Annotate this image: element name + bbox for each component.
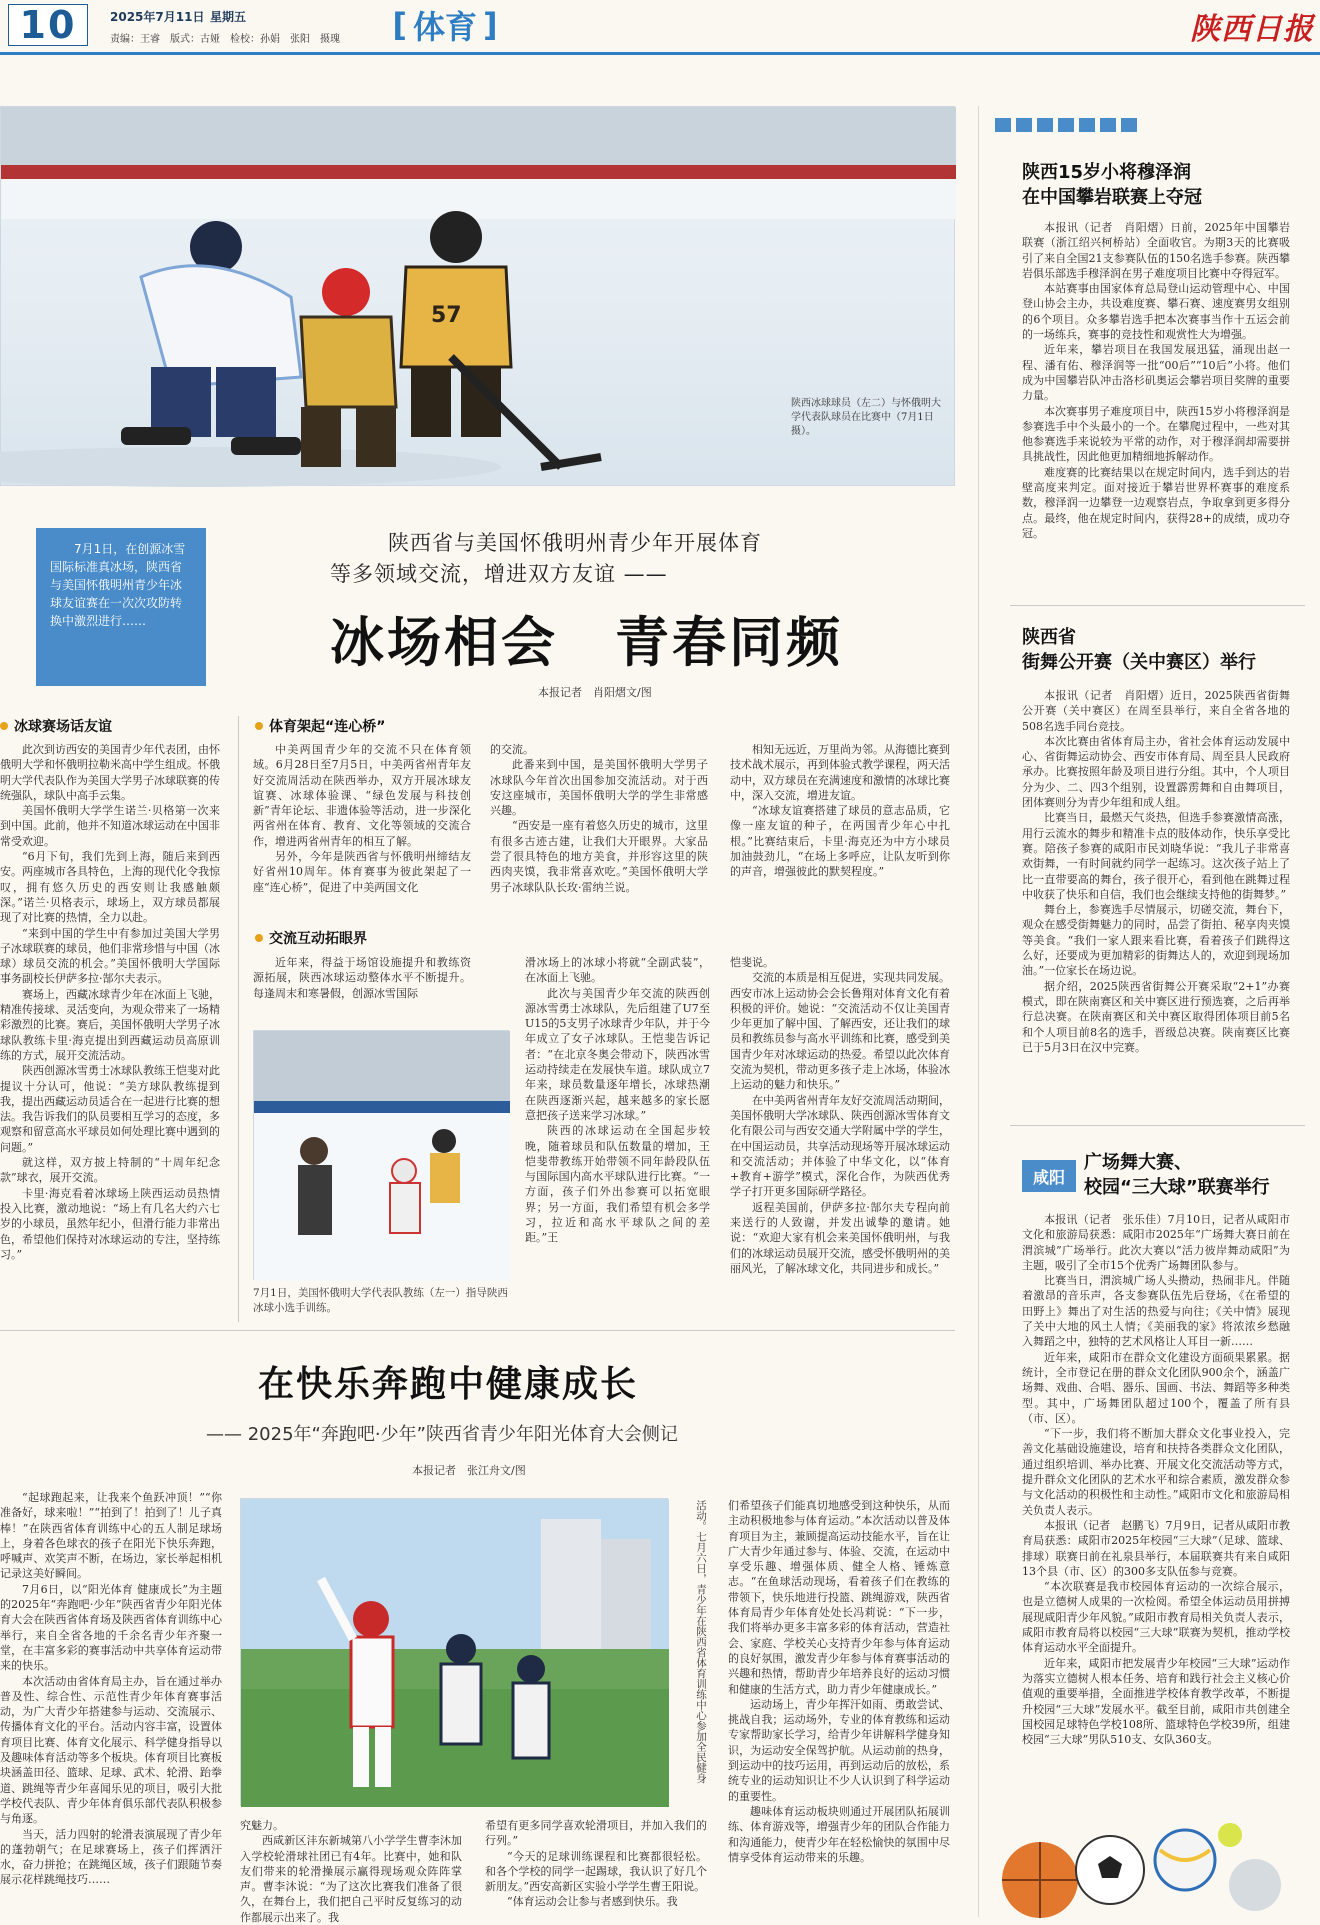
sidebar-a3-title-line2: 校园“三大球”联赛举行 — [1084, 1177, 1270, 1198]
bullet-dot — [0, 722, 8, 730]
youth-photo-caption: 活动。七月六日，青少年在陕西省体育训练中心参加全民健身 — [695, 1500, 707, 1784]
paragraph: 卡里·海克看着冰球场上陕西运动员热情投入比赛，激动地说：“场上有几名大约六七岁的小球员，虽然年纪小，但滑行能力非常出色，希望他们保持对冰球运动的专注，坚持练习。” — [0, 1186, 220, 1261]
stripe — [1058, 118, 1074, 132]
youth-sports-photo — [240, 1498, 668, 1806]
paragraph: 此次与美国青少年交流的陕西创源冰雪勇士冰球队，先后组建了U7至U15的5支男子冰球青少年队，并于今年成立了女子冰球队。王恺斐告诉记者：“在北京冬奥会带动下，陕西冰雪运动持续走在发展快车道。球队成立7年来，球员数量逐年增长，冰球热潮在陕西逐渐兴起，越来越多的家长愿意把孩子送来学习冰球。” — [525, 986, 710, 1122]
paragraph: 另外，今年是陕西省与怀俄明州缔结友好省州10周年。体育赛事为彼此架起了一座“连心桥”，促进了中美两国文化 — [253, 850, 471, 894]
paragraph: 近年来，攀岩项目在我国发展迅猛，涌现出赵一程、潘有佑、穆泽润等一批“00后”“10后”小将。他们成为中国攀岩队冲击洛杉矶奥运会攀岩项目奖牌的重要力量。 — [1022, 343, 1290, 403]
lead-column-3 — [490, 742, 708, 912]
paragraph: 恺斐说。 — [730, 956, 774, 969]
paragraph: “6月下旬，我们先到上海，随后来到西安。两座城市各具特色，上海的现代化令我惊叹，拥有悠久历史的西安则让我感触颇深。”诺兰·贝格表示，球场上，双方球员都展现了对比赛的热情，全力以赴。 — [0, 850, 220, 925]
sidebar-separator — [1010, 1125, 1305, 1126]
paragraph: 在中美两省州青年友好交流周活动期间，美国怀俄明大学冰球队、陕西创源冰雪体育文化有限公司与西安交通大学附属中学的学生，在中国运动员，共享活动现场等开展冰球运动和交流活动；并体验了中华文化，以“体育+教育+游学”模式，深化合作，为陕西优秀学子打开更多国际研学路径。 — [730, 1093, 950, 1199]
article2-column-3 — [485, 1818, 707, 1917]
subhead-exchange — [255, 928, 367, 948]
paragraph: 的交流。 — [490, 743, 534, 756]
sidebar-a1-title-line1: 陕西15岁小将穆泽润 — [1022, 162, 1192, 183]
paragraph: 本报讯（记者 肖阳熠）日前，2025年中国攀岩联赛（浙江绍兴柯桥站）全面收官。为期3天的比赛吸引了来自全国21支参赛队伍的150名选手参赛。陕西攀岩俱乐部选手穆泽润在男子难度项目比赛中夺得冠军。 — [1022, 221, 1290, 280]
paragraph: 比赛当日，最燃天气炎热，但选手参赛激情高涨，用行云流水的舞步和精准卡点的肢体动作，快乐享受比赛。陪孩子参赛的咸阳市民刘晓华说：“我儿子非常喜欢街舞，一有时间就约同学一起练习。这次孩子站上了比一直带要高的舞台，孩子很开心，看到他在跳舞过程中收获了快乐和自信，我们也会继续支持他的街舞梦。” — [1022, 811, 1290, 901]
paragraph: “体育运动会让参与者感到快乐。我 — [507, 1895, 678, 1909]
paragraph: 比赛当日，渭滨城广场人头攒动，热闹非凡。伴随着激昂的音乐声，各支参赛队伍先后登场，《在希望的田野上》舞出了对生活的热爱与向往；《关中情》展现了关中大地的风土人情；《美丽我的家》将浓浓乡愁融入舞蹈之中，独特的艺术风格让人耳目一新…… — [1022, 1274, 1290, 1349]
article2-byline: 本报记者 张江舟文/图 — [412, 1464, 526, 1477]
lead-column-4 — [730, 742, 950, 912]
paragraph: “西安是一座有着悠久历史的城市，这里有很多古迹古建，让我们大开眼界。大家品尝了很具特色的地方美食，并形容这里的陕西肉夹馍，我非常喜欢吃。”美国怀俄明大学男子冰球队队长玫·雷纳兰说。 — [490, 819, 708, 894]
section-banner — [380, 0, 510, 50]
paragraph: 近年来，咸阳市在群众文化建设方面硕果累累。据统计，全市登记在册的群众文化团队900余个，涵盖广场舞、戏曲、合唱、器乐、国画、书法、舞蹈等多种类型。其中，广场舞团队超过100个，覆盖了所有县（市、区）。 — [1022, 1350, 1290, 1425]
page-number-box — [8, 4, 88, 46]
paragraph: 中美两国青少年的交流不只在体育领域。6月28日至7月5日，中美两省州青年友好交流周活动在陕西举办，双方开展冰球友谊赛、冰球体验课、“绿色发展与科技创新”青年论坛、非遗体验等活动，进一步深化两省州在体育、教育、文化等领域的交流合作，增进两省州青年的相互了解。 — [253, 743, 471, 848]
paragraph: 们希望孩子们能真切地感受到这种快乐，从而主动积极地参与体育运动。”本次活动以普及体育项目为主，兼顾提高运动技能水平，旨在让广大青少年通过参与、体验、交流，在运动中享受乐趣、增强体质、健全人格、锤炼意志。“在鱼球活动现场，看着孩子们在教练的带领下，快乐地进行投篮、跳绳游戏，陕西省体育局青少年体育处处长冯莉说：“下一步，我们将举办更多丰富多彩的体育活动，营造社会、家庭、学校关心支持青少年参与体育运动的良好氛围，激发青少年参与体育赛事活动的兴趣和热情，帮助青少年培养良好的运动习惯和健康的生活方式，助力青少年健康成长。” — [728, 1499, 950, 1696]
paragraph: 赛场上，西藏冰球青少年在冰面上飞驰，精准传接球、灵活变向，为观众带来了一场精彩激烈的比赛。赛后，美国怀俄明大学男子冰球队教练卡里·海克提出到西藏运动员高原训练的方式，展开交流活动。 — [0, 987, 220, 1062]
stripe — [1079, 118, 1095, 132]
article2-subhead: —— 2025年“奔跑吧·少年”陕西省青少年阳光体育大会侧记 — [206, 1424, 678, 1445]
section-name: 体育 — [412, 8, 477, 46]
subhead-text: 体育架起“连心桥” — [269, 719, 386, 735]
subhead-text: 冰球赛场话友谊 — [14, 719, 112, 735]
coach-training-illustration — [254, 1031, 510, 1281]
paragraph: 本次活动由省体育局主办，旨在通过举办普及性、综合性、示范性青少年体育赛事活动，为广大青少年搭建参与运动、交流展示、传播体育文化的平台。活动内容丰富，设置体育项目比赛、体育文化展示、科学健身指导以及趣味体育活动等多个板块。体育项目比赛板块涵盖田径、篮球、足球、武术、轮滑、跆拳道、跳绳等青少年喜闻乐见的项目，吸引大批学校代表队、青少年体育俱乐部代表队积极参与角逐。 — [0, 1674, 222, 1826]
coach-training-photo — [253, 1030, 509, 1280]
lead-column-1 — [0, 742, 220, 1322]
editor-credits: 责编：王睿 版式：古娅 检校：孙娟 张阳 摄瑰 — [110, 34, 340, 45]
paragraph: 相知无远近，万里尚为邻。从海德比赛到技术战术展示，再到体验式教学课程，两天活动中，双方球员在充满速度和激情的冰球比赛中，深入交流，增进友谊。 — [730, 743, 950, 802]
lead-column-2b — [253, 955, 471, 1005]
article2-column-4 — [728, 1498, 950, 1917]
svg-text:57: 57 — [431, 303, 462, 328]
newspaper-logo: 陕西日报 — [1190, 12, 1314, 47]
hockey-match-photo — [0, 106, 955, 486]
stripe — [995, 118, 1011, 132]
subhead-bridge — [255, 716, 385, 736]
coach-photo-caption: 7月1日，美国怀俄明大学代表队教练（左一）指导陕西冰球小选手训练。 — [253, 1287, 508, 1314]
column-divider — [238, 716, 239, 1322]
paragraph: 7月6日，以“阳光体育 健康成长”为主题的2025年“奔跑吧·少年”陕西省青少年阳光体育大会在陕西省体育场及陕西省体育训练中心举行，来自全省各地的千余名青少年齐聚一堂，在丰富多彩的赛事活动中共享体育运动带来的快乐。 — [0, 1582, 222, 1673]
youth-sports-illustration — [241, 1499, 669, 1807]
paragraph: 此次到访西安的美国青少年代表团，由怀俄明大学和怀俄明拉勒米高中学生组成。怀俄明大学代表队作为美国大学男子冰球联赛的传统强队，球队中高手云集。 — [0, 743, 220, 802]
sidebar-a2-body — [1022, 688, 1290, 1098]
boy-in-navy — [441, 1634, 481, 1744]
paragraph: 本站赛事由国家体育总局登山运动管理中心、中国登山协会主办，共设难度赛、攀石赛、速度赛男女组别的6个项目。众多攀岩选手把本次赛事当作十五运会前的一场练兵，赛事的竞技性和观赏性大为增强。 — [1022, 282, 1290, 342]
balls-graphic — [980, 1790, 1320, 1917]
lead-column-4b — [730, 955, 950, 1315]
paragraph: “今天的足球训练课程和比赛都很轻松。和各个学校的同学一起踢球，我认识了好几个新朋友。”西安高新区实验小学学生曹王阳说。 — [485, 1849, 707, 1894]
paragraph: 难度赛的比赛结果以在规定时间内，选手到达的岩壁高度来判定。面对接近于攀岩世界杯赛事的难度系数，穆泽润一边攀登一边观察岩点，争取拿到更多得分点。最终，他在规定时间内，获得28+的成绩，成功夺冠。 — [1022, 465, 1290, 540]
paragraph: 返程美国前，伊萨多拉·郜尔夫专程向前来送行的人致谢，并发出诚挚的邀请。她说：“欢迎大家有机会来美国怀俄明州，与我们的冰球运动员展开交流，感受怀俄明州的美丽风光，了解冰球文化，共同进步和成长。” — [730, 1200, 950, 1275]
stripe — [1016, 118, 1032, 132]
paragraph: “下一步，我们将不断加大群众文化事业投入，完善文化基础设施建设，培育和扶持各类群众文化团队，通过组织培训、举办比赛、开展文化交流活动等方式，提升群众文化团队的艺术水平和综合素质，激发群众参与文化活动的积极性和主动性。”咸阳市文化和旅游局相关负责人表示。 — [1022, 1427, 1290, 1517]
sidebar-a3-body — [1022, 1212, 1290, 1822]
lead-byline: 本报记者 肖阳熠文/图 — [538, 686, 652, 699]
paragraph: 本报讯（记者 赵鹏飞）7月9日，记者从咸阳市教育局获悉：咸阳市2025年校园“三大球”（足球、篮球、排球）联赛日前在礼泉县举行，本届联赛共有来自咸阳13个县（市、区）的300多支队伍参与竞赛。 — [1022, 1518, 1290, 1578]
bracket-right: ] — [483, 6, 498, 44]
paragraph: 据介绍，2025陕西省街舞公开赛采取“2+1”办赛模式，即在陕南赛区和关中赛区进行预选赛，之后再举行总决赛。在陕南赛区和关中赛区取得团体项目前5名和个人项目前8名的选手，晋级总决赛。陕南赛区比赛已于5月3日在汉中完赛。 — [1022, 979, 1290, 1054]
paragraph: 近年来，得益于场馆设施提升和教练资源拓展，陕西冰球运动整体水平不断提升。每逢周末和寒暑假，创源冰雪国际 — [253, 956, 471, 1000]
sports-balls-illustration — [980, 1790, 1320, 1917]
sidebar-stripes — [995, 118, 1165, 132]
lead-kicker-line2: 等多领域交流，增进双方友谊 —— — [330, 562, 668, 586]
sidebar-separator — [1010, 605, 1305, 606]
paragraph: 舞台上，参赛选手尽情展示，切磋交流，舞台下，观众在感受街舞魅力的同时，品尝了街拍、秘享肉夹馍等美食。“我们一家人跟来看比赛，看着孩子们跳得这么好，还要成为更加精彩的街舞达人的，欢迎到现场加油。”一位家长在场边说。 — [1022, 903, 1290, 978]
subhead-ice-friendship — [0, 716, 112, 736]
paragraph: 运动场上，青少年挥汗如雨、勇敢尝试、挑战自我；运动场外，专业的体育教练和运动专家帮助家长学习，给青少年讲解科学健身知识，为运动安全保驾护航。从运动前的热身，到运动中的技巧运用，再到运动后的放松，系统专业的运动知识让不少人认识到了科学运动的重要性。 — [728, 1697, 950, 1803]
bracket-left: [ — [392, 6, 407, 44]
sidebar-divider — [978, 106, 979, 1917]
paragraph: “来到中国的学生中有参加过美国大学男子冰球联赛的球员，他们非常珍惜与中国（冰球）球员交流的机会。”美国怀俄明大学国际事务副校长伊萨多拉·郜尔夫表示。 — [0, 926, 220, 986]
player-white-jersey — [121, 221, 301, 455]
paragraph: “起球跑起来，让我来个鱼跃冲顶！”“你准备好，球来啦！”“拍到了！拍到了！儿子真棒！”在陕西省体育训练中心的五人制足球场上，身着各色球衣的孩子在阳光下快乐奔跑，呼喊声、欢笑声不断，在场边，家长举起相机记录这美好瞬间。 — [0, 1491, 222, 1581]
stripe — [1037, 118, 1053, 132]
paragraph: 西咸新区沣东新城第八小学学生曹李沐加入学校轮滑球社团已有4年。比赛中，她和队友们带来的轮滑操展示赢得现场观众阵阵掌声。曹李沐说：“为了这次比赛我们准备了很久，在舞台上，我们把自己平时反复练习的动作都展示出来了。我 — [240, 1834, 462, 1924]
sidebar-a1-title-line2: 在中国攀岩联赛上夺冠 — [1022, 187, 1202, 208]
page-number: 10 — [19, 3, 77, 47]
issue-weekday: 星期五 — [210, 10, 247, 24]
sidebar-a1-body — [1022, 220, 1290, 585]
article2-column-1 — [0, 1490, 222, 1917]
article2-column-2 — [240, 1818, 462, 1924]
masthead — [0, 0, 1320, 58]
sidebar-a2-title-line1: 陕西省 — [1022, 627, 1076, 648]
bullet-dot — [255, 722, 263, 730]
article2-headline: 在快乐奔跑中健康成长 — [258, 1364, 639, 1405]
paragraph: 希望有更多同学喜欢轮滑项目，并加入我们的行列。” — [485, 1819, 707, 1848]
stripe — [1121, 118, 1137, 132]
paragraph: 交流的本质是相互促进，实现共同发展。西安市冰上运动协会会长鲁翔对体育文化有着积极的评价。她说：“交流活动不仅让美国青少年更加了解中国、了解西安，还让我们的球员和教练员参与高水平训练和比赛，感受到美国青少年对冰球运动的热爱。希望以此次体育交流为契机，带动更多孩子走上冰场，体验冰上运动的魅力和快乐。” — [730, 971, 950, 1092]
player-yellow-center — [301, 268, 396, 467]
sidebar-a2-title-line2: 街舞公开赛（关中赛区）举行 — [1022, 652, 1256, 673]
lead-kicker-line1: 陕西省与美国怀俄明州青少年开展体育 — [388, 531, 762, 555]
paragraph: 滑冰场上的冰球小将就“全副武装”，在冰面上飞驰。 — [525, 956, 710, 985]
hero-photo-caption: 陕西冰球球员（左二）与怀俄明大学代表队球员在比赛中（7月1日摄）。 — [791, 398, 941, 437]
stripe — [1100, 118, 1116, 132]
lead-summary-text: 7月1日，在创源冰雪国际标准真冰场，陕西省与美国怀俄明州青少年冰球友谊赛在一次次攻防转换中激烈进行…… — [50, 542, 186, 628]
lead-summary-box — [36, 528, 206, 686]
paragraph: 此番来到中国，是美国怀俄明大学男子冰球队今年首次出国参加交流活动。对于西安这座城市，美国怀俄明大学的学生非常感兴趣。 — [490, 758, 708, 818]
paragraph: 当天，活力四射的轮滑表演展现了青少年的蓬勃朝气；在足球赛场上，孩子们挥洒汗水，奋力拼抢；在跳绳区域，孩子们跟随节奏展示花样跳绳技巧…… — [0, 1827, 222, 1887]
region-tag: 咸阳 — [1032, 1167, 1065, 1187]
lead-headline: 冰场相会 青春同频 — [330, 611, 843, 674]
paragraph: 本次赛事男子难度项目中，陕西15岁小将穆泽润是参赛选手中个头最小的一个。在攀爬过程中，一些对其他参赛选手来说较为平常的动作，对于穆泽润却需要拼具挑战性，因此他更加精细地拆解动作。 — [1022, 404, 1290, 464]
paragraph: 本次比赛由省体育局主办，省社会体育运动发展中心、省街舞运动协会、西安市体育局、周至县人民政府承办。比赛按照年龄及项目进行分组。其中，个人项目分为少、二、四3个组别，设置霹雳舞和自由舞项目，团体赛则分为青少年组和成人组。 — [1022, 734, 1290, 810]
section-divider — [0, 1330, 955, 1331]
lead-column-2 — [253, 742, 471, 912]
paragraph: 近年来，咸阳市把发展青少年校园“三大球”运动作为落实立德树人根本任务、培育和践行社会主义核心价值观的重要举措，全面推进学校体育教学改革，不断提升校园“三大球”发展水平。截至目前，咸阳市共创建全国校园足球特色学校108所、篮球特色学校39所，组建校园“三大球”男队510支、女队360支。 — [1022, 1656, 1290, 1747]
paragraph: 本报讯（记者 张乐佳）7月10日，记者从咸阳市文化和旅游局获悉：咸阳市2025年“广场舞大赛日前在渭滨城”广场举行。此次大赛以“活力彼岸舞动咸阳”为主题，吸引了全市15个优秀广场舞团队参与。 — [1022, 1213, 1290, 1272]
paragraph: 陕西的冰球运动在全国起步较晚，随着球员和队伍数量的增加，王恺斐带教练开始带领不同年龄段队伍与国际国内高水平球队进行比赛。“一方面，孩子们外出参赛可以拓宽眼界；另一方面，我们希望有机会多学习，拉近和高水平球队之间的差距。”王 — [525, 1124, 710, 1245]
paragraph: 究魅力。 — [240, 1819, 284, 1832]
paragraph: 就这样，双方披上特制的“十周年纪念款”球衣，展开交流。 — [0, 1156, 220, 1185]
sidebar-a3-title-line1: 广场舞大赛、 — [1084, 1152, 1192, 1173]
paragraph: 美国怀俄明大学学生诺兰·贝格第一次来到中国。此前，他并不知道冰球运动在中国非常受欢迎。 — [0, 804, 220, 848]
paragraph: 陕西创源冰雪勇士冰球队教练王恺斐对此提议十分认可，他说：“美方球队教练提到我，提出西藏运动员适合在一起进行比赛的想法。我告诉我们的队员要相互学习的态度，多观察和留意高水平球员如何处理比赛中遇到的问题。” — [0, 1064, 220, 1154]
subhead-text: 交流互动拓眼界 — [269, 931, 367, 947]
bullet-dot — [255, 934, 263, 942]
lead-column-3b — [525, 955, 710, 1315]
header-rule — [0, 52, 1320, 55]
paragraph: “冰球友谊赛搭建了球员的意志品质，它像一座友谊的种子，在两国青少年心中扎根。”比赛结束后，卡里·海克还为中方小球员加油鼓劲儿，“在场上多呼应，让队友听到你的声音，增强彼此的默契程度。” — [730, 804, 950, 879]
sidebar-a3-tag — [1022, 1160, 1076, 1192]
paragraph: 趣味体育运动板块则通过开展团队拓展训练、体育游戏等，增强青少年的团队合作能力和沟通能力，使青少年在轻松愉快的氛围中尽情享受体育运动带来的乐趣。 — [728, 1804, 950, 1864]
issue-date: 2025年7月11日 — [110, 10, 205, 24]
paragraph: 本报讯（记者 肖阳熠）近日，2025陕西省街舞公开赛（关中赛区）在周至县举行，来自全省各地的508名选手同台竞技。 — [1022, 689, 1290, 733]
paragraph: “本次联赛是我市校园体育运动的一次综合展示，也是立德树人成果的一次检阅。希望全体运动员用拼搏展现咸阳青少年风貌。”咸阳市教育局相关负责人表示，咸阳市教育局将以校园“三大球”联赛为契机，推动学校体育运动水平全面提升。 — [1022, 1580, 1290, 1655]
boy-in-white — [513, 1655, 549, 1758]
